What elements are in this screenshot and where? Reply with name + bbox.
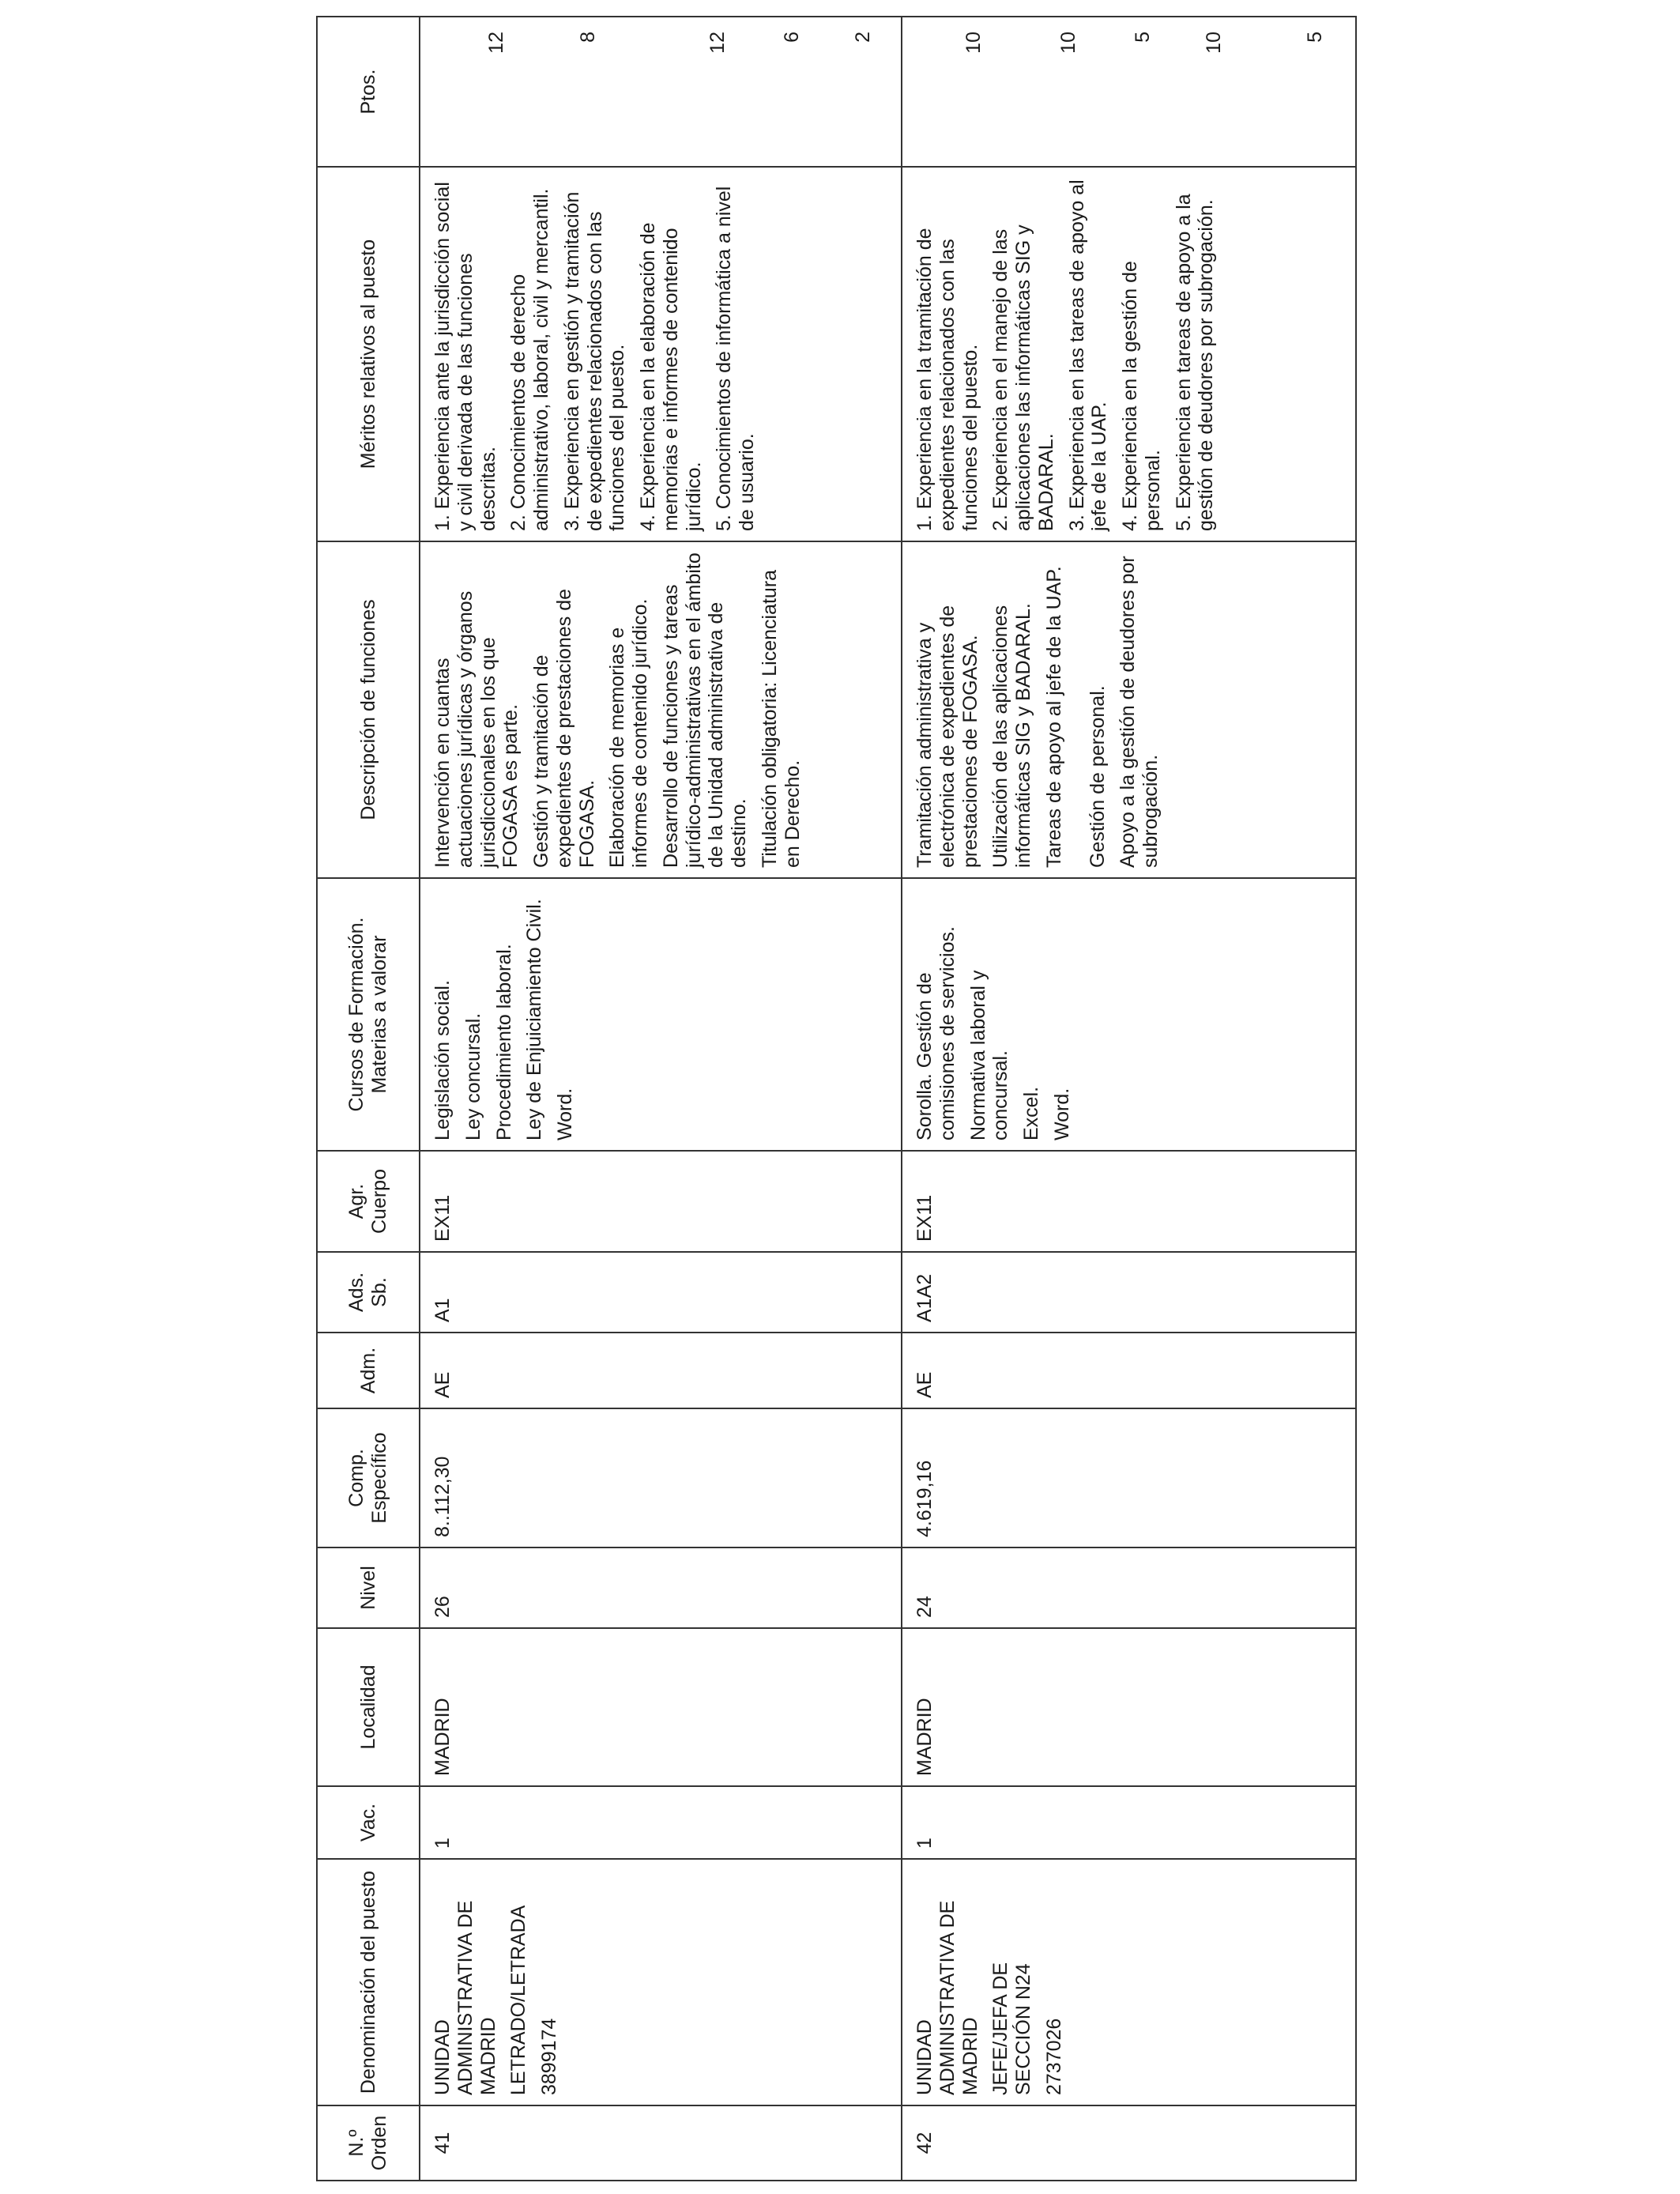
merito-item: 3. Experiencia en las tareas de apoyo al jefe de la UAP. [1065, 179, 1111, 531]
descripcion-cell [902, 541, 1356, 878]
ptos-value: 5 [1132, 32, 1154, 43]
curso-item: Legislación social. [431, 980, 454, 1140]
header-vac: Vac. [317, 1786, 420, 1859]
ads-cell: A1A2 [902, 1252, 1356, 1333]
adm-cell: AE [902, 1333, 1356, 1408]
merito-item: 1. Experiencia en la tramitación de expedientes relacionados con las funciones del puesto. [913, 228, 981, 531]
merito-item: 4. Experiencia en la elaboración de memorias e informes de contenido jurídico. [637, 222, 705, 531]
merito-item: 2. Experiencia en el manejo de las aplicaciones las informáticas SIG y BADARAL. [989, 224, 1057, 531]
cursos-cell [420, 878, 902, 1151]
denominacion-title: LETRADO/LETRADA [507, 1905, 530, 2095]
merito-item: 5. Conocimientos de informática a nivel de usuario. [713, 186, 758, 531]
descripcion-item: Tramitación administrativa y electrónica de expedientes de prestaciones de FOGASA. [913, 605, 981, 868]
merito-item: 2. Conocimientos de derecho administrativo, laboral, civil y mercantil. [507, 188, 552, 531]
table-row [902, 17, 1356, 2181]
curso-item: Excel. [1020, 1086, 1042, 1140]
ptos-value: 12 [485, 32, 507, 54]
curso-item: Word. [1050, 1088, 1073, 1140]
curso-item: Normativa laboral y concursal. [966, 970, 1012, 1140]
localidad-cell: MADRID [420, 1628, 902, 1786]
descripcion-item: Desarrollo de funciones y tareas jurídico-administrativas en el ámbito de la Unidad administrativa de destino. [659, 552, 750, 868]
header-row [317, 17, 420, 2181]
descripcion-item: Apoyo a la gestión de deudores por subrogación. [1117, 556, 1162, 868]
header-descripcion: Descripción de funciones [317, 541, 420, 878]
denominacion-unit: UNIDAD ADMINISTRATIVA DE MADRID [913, 1900, 981, 2095]
ptos-value: 8 [577, 32, 599, 43]
adm-cell: AE [420, 1333, 902, 1408]
descripcion-item: Tareas de apoyo al jefe de la UAP. [1042, 566, 1065, 868]
denominacion-cell [420, 1859, 902, 2105]
ptos-value: 12 [706, 32, 729, 54]
puestos-table [316, 16, 1357, 2181]
header-ptos: Ptos. [317, 17, 420, 167]
descripcion-item: Utilización de las aplicaciones informáticas SIG y BADARAL. [989, 603, 1034, 868]
comp-cell: 4.619,16 [902, 1408, 1356, 1547]
ads-cell: A1 [420, 1252, 902, 1333]
merito-item: 3. Experiencia en gestión y tramitación de expedientes relacionados con las funciones del puesto. [560, 191, 629, 531]
agr-cell: EX11 [902, 1151, 1356, 1252]
vac-cell: 1 [902, 1786, 1356, 1859]
meritos-cell [420, 167, 902, 541]
orden-cell: 42 [902, 2105, 1356, 2181]
ptos-value: 6 [781, 32, 803, 43]
descripcion-item: Gestión y tramitación de expedientes de prestaciones de FOGASA. [530, 588, 598, 868]
header-cursos: Cursos de Formación. Materias a valorar [317, 878, 420, 1151]
header-orden: N.º Orden [317, 2105, 420, 2181]
nivel-cell: 26 [420, 1547, 902, 1628]
header-localidad: Localidad [317, 1628, 420, 1786]
header-nivel: Nivel [317, 1547, 420, 1628]
curso-item: Ley concursal. [461, 1012, 484, 1140]
cursos-cell [902, 878, 1356, 1151]
denominacion-code: 3899174 [538, 2018, 560, 2095]
comp-cell: 8..112,30 [420, 1408, 902, 1547]
denominacion-cell [902, 1859, 1356, 2105]
ptos-cell [420, 17, 902, 167]
header-adm: Adm. [317, 1333, 420, 1408]
ptos-value: 10 [1057, 32, 1079, 54]
curso-item: Sorolla. Gestión de comisiones de servicios. [913, 926, 959, 1140]
header-meritos: Méritos relativos al puesto [317, 167, 420, 541]
curso-item: Ley de Enjuiciamiento Civil. [523, 899, 546, 1140]
ptos-value: 10 [1203, 32, 1225, 54]
header-ads: Ads. Sb. [317, 1252, 420, 1333]
denominacion-code: 2737026 [1042, 2018, 1065, 2095]
table-row [420, 17, 902, 2181]
nivel-cell: 24 [902, 1547, 1356, 1628]
header-agr: Agr. Cuerpo [317, 1151, 420, 1252]
denominacion-title: JEFE/JEFA DE SECCIÓN N24 [989, 1962, 1034, 2095]
merito-item: 5. Experiencia en tareas de apoyo a la gestión de deudores por subrogación. [1172, 194, 1218, 531]
ptos-cell [902, 17, 1356, 167]
denominacion-unit: UNIDAD ADMINISTRATIVA DE MADRID [431, 1900, 499, 2095]
ptos-value: 10 [962, 32, 985, 54]
descripcion-item: Titulación obligatoria: Licenciatura en Derecho. [758, 569, 804, 868]
descripcion-item: Gestión de personal. [1086, 685, 1109, 868]
ptos-value: 2 [852, 32, 874, 43]
meritos-cell [902, 167, 1356, 541]
agr-cell: EX11 [420, 1151, 902, 1252]
merito-item: 1. Experiencia ante la jurisdicción social y civil derivada de las funciones descritas. [431, 182, 499, 531]
descripcion-item: Elaboración de memorias e informes de contenido jurídico. [606, 598, 651, 868]
descripcion-item: Intervención en cuantas actuaciones jurídicas y órganos jurisdiccionales en los que FOGASA es parte. [431, 590, 522, 868]
ptos-value: 5 [1304, 32, 1326, 43]
localidad-cell: MADRID [902, 1628, 1356, 1786]
header-comp: Comp. Específico [317, 1408, 420, 1547]
orden-cell: 41 [420, 2105, 902, 2181]
curso-item: Word. [554, 1088, 576, 1140]
vac-cell: 1 [420, 1786, 902, 1859]
curso-item: Procedimiento laboral. [492, 944, 515, 1140]
merito-item: 4. Experiencia en la gestión de personal. [1119, 261, 1164, 531]
descripcion-cell [420, 541, 902, 878]
header-denominacion: Denominación del puesto [317, 1859, 420, 2105]
